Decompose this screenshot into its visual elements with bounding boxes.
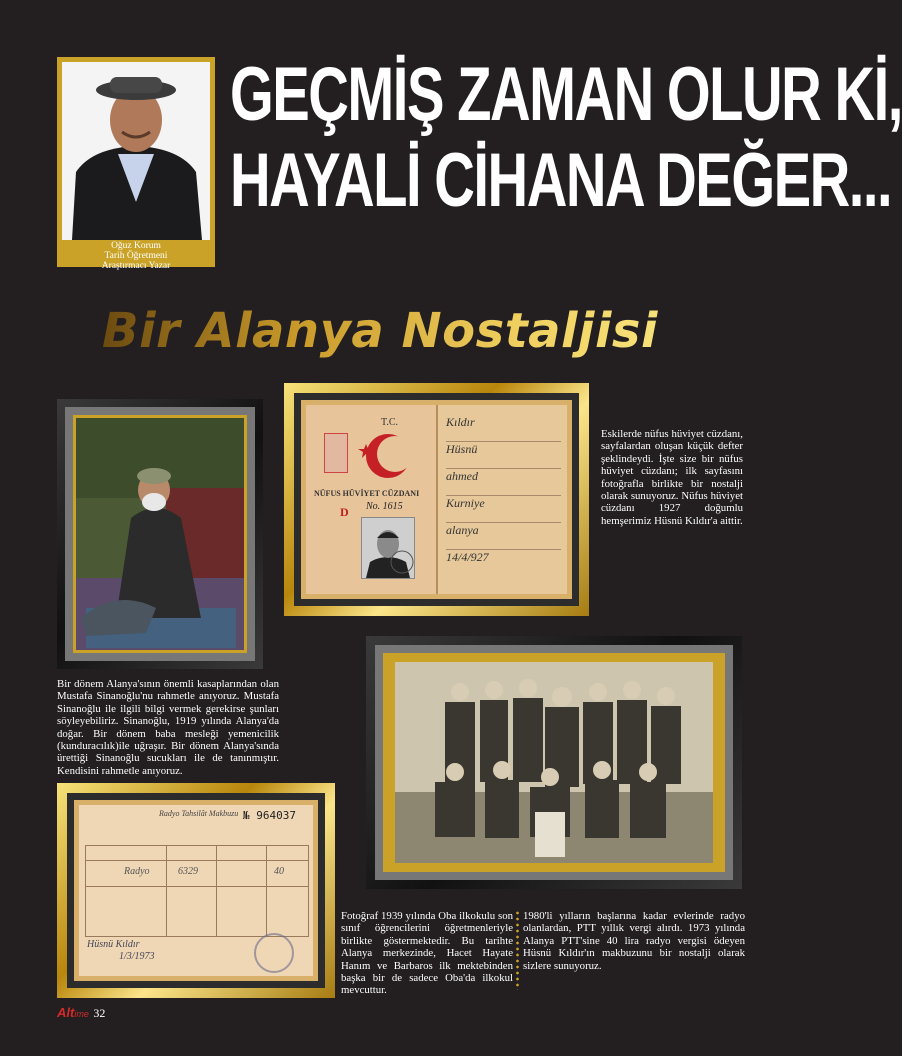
school-caption: Fotoğraf 1939 yılında Oba ilkokulu son sınıf öğrencilerini öğretmenleriyle birlikte göstermektedir. Bu tarihte Alanya merkezinde, Hacet Hayate Hanım ve Barbaros ilk mektebinden başka bir de sadece Oba'da ilkokul mevcuttur.: [341, 910, 513, 997]
receipt-row-value: 6329: [178, 866, 198, 877]
butcher-photo-frame: [57, 399, 263, 669]
id-card-caption: Eskilerde nüfus hüviyet cüzdanı, sayfalardan oluşan küçük defter şeklindeydi. İşte size bir nüfus hüviyet cüzdanı; ilk sayfasını fotoğrafla birlikte bir nostalji olarak sunuyoruz. Nüfus hüviyet cüzdanı 1927 doğumlu hemşerimiz Hüsnü Kıldır'a aittir.: [601, 428, 743, 527]
handwritten-line: Kıldır: [446, 415, 561, 442]
butcher-caption: Bir dönem Alanya'sının önemli kasaplarından olan Mustafa Sinanoğlu'nu rahmetle anıyoruz. Mustafa Sinanoğlu ile ilgili bilgi vermek gerekirse şunları söyleyebiliriz. Sinanoğlu, 1919 yılında Alanya'da doğar. Bir dönem baba mesleği yemenicilik (kunduracılık)ile uğraşır. Bir dönem Alanya'sında ürettiği Sinanoğlu sucukları ile de tanınmıştır. Kendisini rahmetle anıyoruz.: [57, 678, 279, 777]
author-role: Araştırmacı Yazar: [101, 261, 171, 271]
author-name: Oğuz Korum: [111, 241, 161, 251]
school-photo-frame: [366, 636, 742, 889]
id-card-portrait: [361, 517, 415, 579]
id-card-label: NÜFUS HÜVİYET CÜZDANI: [314, 489, 420, 498]
author-photo: [62, 62, 210, 240]
receipt-frame: [57, 783, 335, 998]
page-number: 32: [93, 1006, 106, 1020]
headline-line-2: HAYALİ CİHANA DEĞER...: [230, 138, 892, 223]
handwritten-line: Kurniye: [446, 496, 561, 523]
magazine-logo: Alt: [57, 1005, 75, 1020]
headline: [230, 52, 902, 224]
id-card-number: No. 1615: [366, 501, 403, 512]
receipt: [79, 805, 313, 976]
receipt-row-label: Radyo: [124, 866, 150, 877]
handwritten-line: alanya: [446, 523, 561, 550]
handwritten-line: 14/4/927: [446, 550, 489, 564]
id-card-serial: D: [340, 505, 349, 519]
handwritten-line: ahmed: [446, 469, 561, 496]
id-card-tc: T.C.: [381, 417, 399, 428]
subtitle: Bir Alanya Nostaljisi: [102, 303, 658, 359]
magazine-logo-small: ime: [74, 1009, 89, 1019]
author-box: [57, 57, 215, 271]
author-title: Tarih Öğretmeni: [104, 251, 168, 261]
radio-caption: 1980'li yılların başlarına kadar evlerinde radyo olanlardan, PTT yıllık vergi alırdı. 1973 yılında Alanya PTT'sine 40 lira radyo vergisi ödeyen Hüsnü Kıldır'ın makbuzunu bir nostalji olarak sizlere sunuyoruz.: [523, 910, 745, 972]
receipt-name: Hüsnü Kıldır: [87, 939, 140, 950]
id-card-handwriting: [446, 415, 561, 576]
handwritten-line: Hüsnü: [446, 442, 561, 469]
receipt-number: № 964037: [243, 809, 296, 822]
receipt-date: 1/3/1973: [119, 951, 155, 962]
school-photo: [395, 662, 713, 863]
receipt-amount: 40: [274, 866, 284, 877]
receipt-stamp: [254, 933, 294, 973]
headline-line-1: GEÇMİŞ ZAMAN OLUR Kİ,: [230, 52, 902, 137]
receipt-title: Radyo Tahsilât Makbuzu: [159, 809, 239, 818]
column-divider: [516, 910, 519, 990]
id-card: [306, 405, 567, 594]
footer: [57, 1004, 105, 1022]
id-card-frame: [284, 383, 589, 616]
author-caption: [57, 241, 215, 271]
butcher-photo: [73, 415, 247, 653]
